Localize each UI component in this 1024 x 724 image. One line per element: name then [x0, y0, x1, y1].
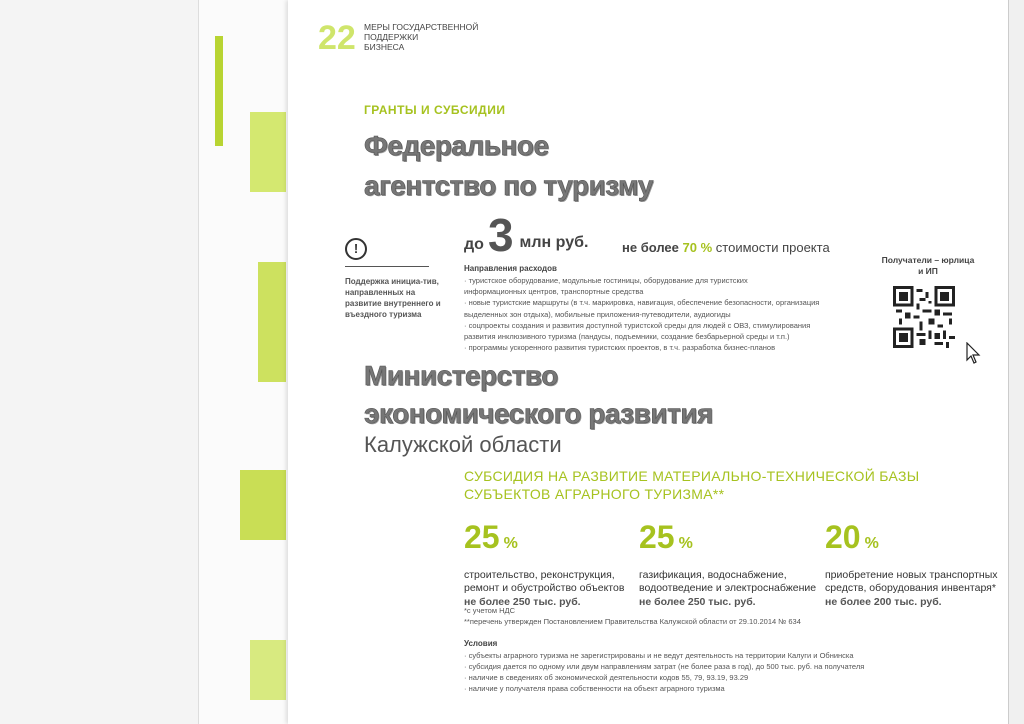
list-item: · наличие в сведениях об экономической деятельности кодов 55, 79, 93.19, 93.29 [464, 673, 749, 682]
ministry-title-line1: Министерство [364, 360, 558, 391]
background-page-left [0, 0, 220, 724]
percentage: 20 % [825, 519, 879, 555]
column-limit: не более 200 тыс. руб. [825, 596, 942, 608]
ministry-title-line2: экономического развития [364, 398, 713, 429]
support-note: Поддержка инициа-тив, направленных на развитие внутреннего и въездного туризма [345, 277, 441, 319]
conditions-title: Условия [464, 639, 498, 648]
subsidy-column [639, 520, 819, 608]
subsidy-column [464, 520, 644, 608]
percentage: 25 % [639, 519, 693, 555]
footnote-vat: *с учетом НДС [464, 606, 516, 615]
amount-prefix: до [464, 236, 484, 253]
directions-list [464, 275, 844, 353]
mouse-pointer-icon [966, 342, 982, 366]
percentage: 25 % [464, 519, 518, 555]
column-limit: не более 250 тыс. руб. [464, 596, 581, 608]
agency-title-line1: Федеральное [364, 130, 549, 161]
subsidy-column [825, 520, 1005, 608]
footnote-decree: **перечень утвержден Постановлением Правительства Калужской области от 29.10.2014 № 634 [464, 617, 801, 626]
list-item: · программы ускоренного развития туристских проектов, в т.ч. разработка бизнес-планов [464, 343, 776, 353]
agency-title-line2: агентство по туризму [364, 170, 653, 201]
conditions-list [464, 650, 914, 694]
exclamation-icon: ! [345, 238, 367, 260]
list-item: выделенных зон отдыха), мобильные приложения-путеводители, аудиогиды [464, 309, 731, 319]
share-value: 70 % [682, 240, 713, 255]
column-description: приобретение новых транспортных средств, оборудования инвентаря* [825, 569, 998, 594]
lime-strip [240, 470, 286, 540]
list-item: · новые туристские маршруты (в т.ч. маркировка, навигация, обеспечение безопасности, организация [464, 298, 820, 308]
column-description: газификация, водоснабжение, водоотведение и электроснабжение [639, 569, 817, 594]
list-item: · наличие у получателя права собственности на объект аграрного туризма [464, 684, 725, 693]
subsidy-title: СУБСИДИЯ НА РАЗВИТИЕ МАТЕРИАЛЬНО-ТЕХНИЧЕСКОЙ БАЗЫ СУБЪЕКТОВ АГРАРНОГО ТУРИЗМА** [464, 468, 920, 502]
list-item: · соцпроекты создания и развития доступной туристской среды для людей с ОВЗ, стимулирования [464, 320, 811, 330]
share-suffix: стоимости проекта [715, 240, 830, 255]
share-prefix: не более [622, 240, 679, 255]
recipients-label: Получатели – юрлица и ИП [881, 255, 975, 276]
column-limit: не более 250 тыс. руб. [639, 596, 756, 608]
list-item: · туристское оборудование, модульные гостиницы, оборудование для туристских [464, 276, 748, 285]
region-subtitle: Калужской области [364, 432, 562, 457]
header-section-title: МЕРЫ ГОСУДАРСТВЕННОЙ ПОДДЕРЖКИ БИЗНЕСА [364, 22, 479, 52]
divider [345, 266, 429, 267]
list-item: информационных центров, транспортные средства [464, 287, 644, 297]
list-item: развития инклюзивного туризма (пандусы, подъемники, создание безбарьерной среды и т.п.) [464, 332, 790, 342]
directions-title: Направления расходов [464, 264, 557, 273]
lime-strip [250, 640, 286, 700]
amount-unit: млн руб. [519, 234, 589, 251]
grant-share [622, 240, 830, 255]
grant-amount [464, 209, 589, 261]
list-item: · субъекты аграрного туризма не зарегистрированы и не ведут деятельность на территории Калуги и Обнинска [464, 651, 854, 660]
amount-value: 3 [487, 209, 514, 261]
grants-label: ГРАНТЫ И СУБСИДИИ [364, 103, 506, 117]
list-item: · субсидия дается по одному или двум направлениям затрат (не более раза в год), до 500 тыс. руб. на получателя [464, 662, 865, 671]
lime-strip [250, 112, 286, 192]
lime-strip [258, 262, 286, 382]
qr-code[interactable] [893, 286, 955, 348]
lime-strip [215, 36, 223, 146]
page-edge [1008, 0, 1024, 724]
page-number: 22 [318, 19, 356, 57]
column-description: строительство, реконструкция, ремонт и обустройство объектов [464, 569, 625, 594]
